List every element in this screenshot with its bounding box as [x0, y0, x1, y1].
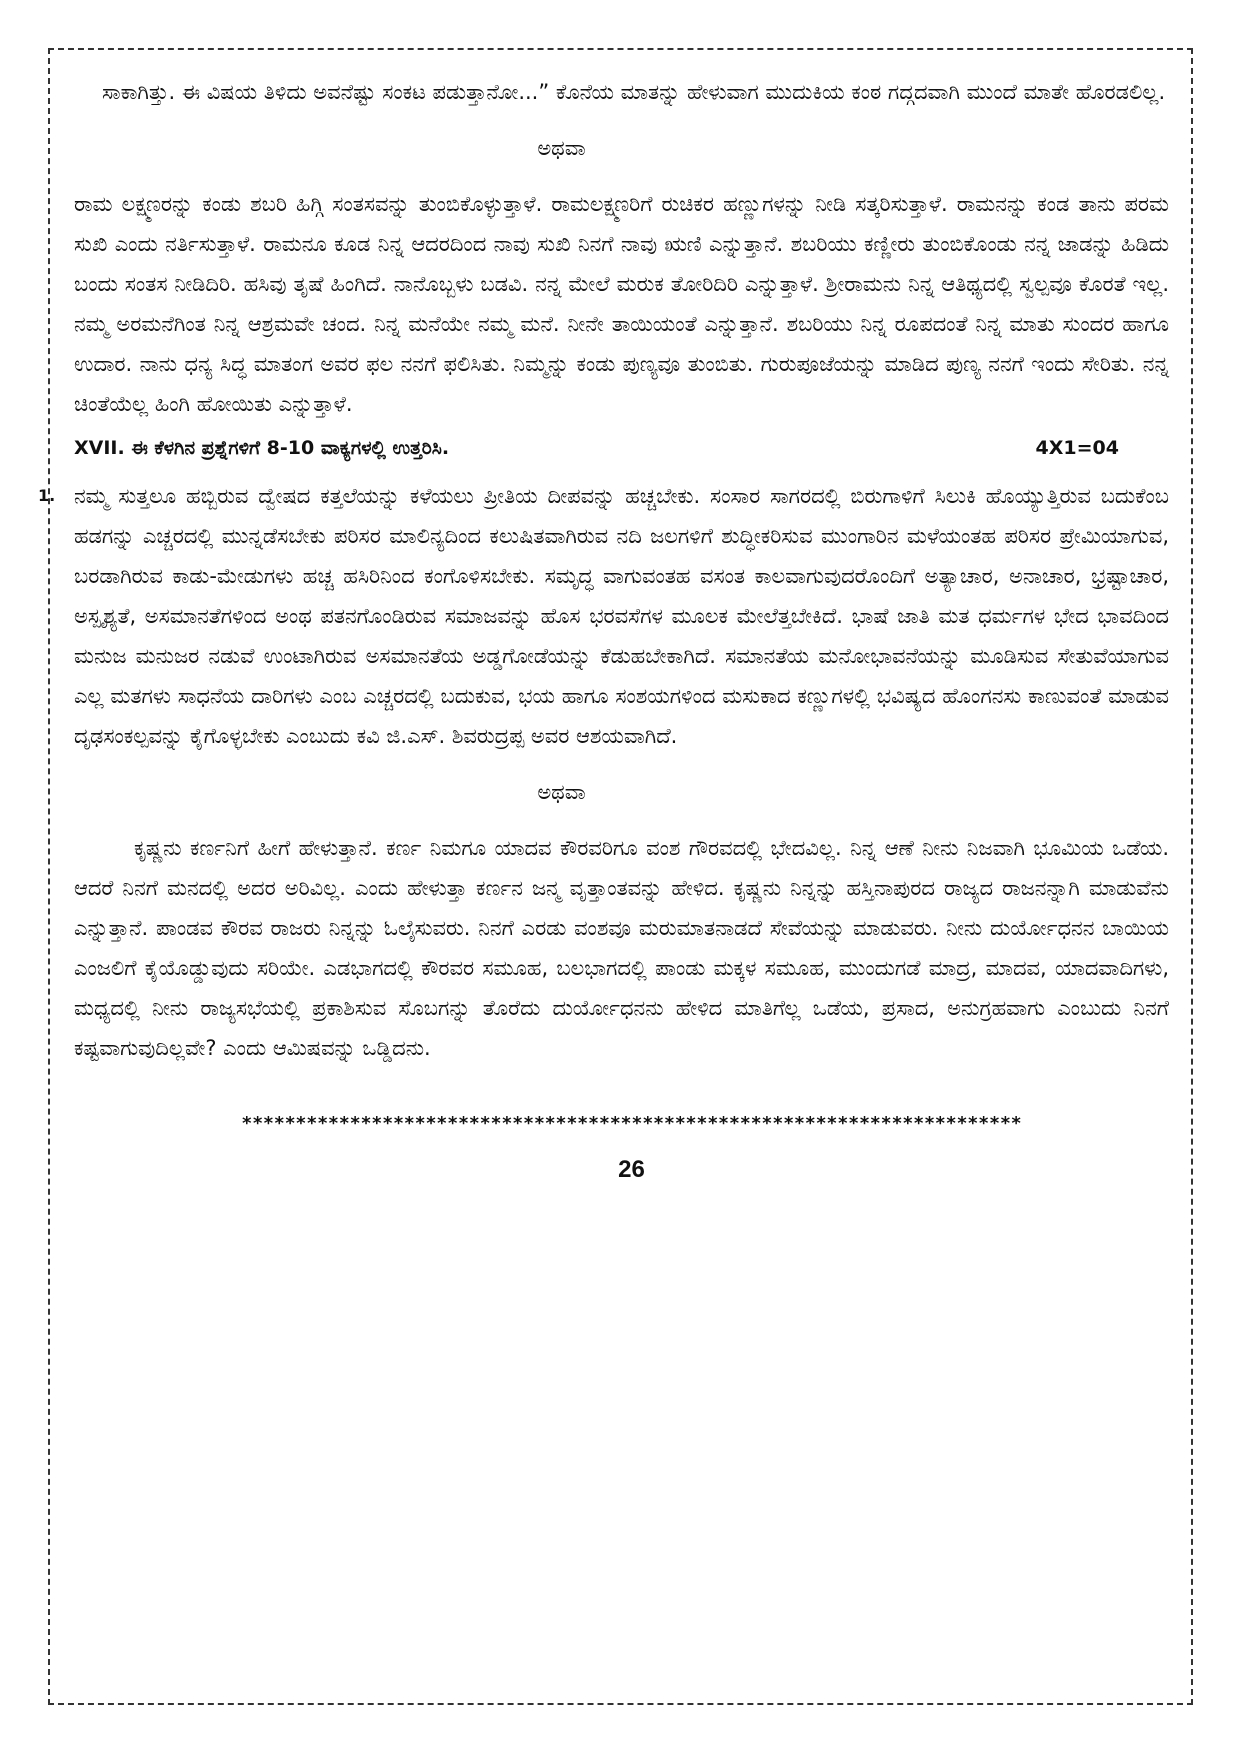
- intro-block: [74, 72, 1169, 112]
- question-heading: [74, 430, 1169, 466]
- krishna-paragraph: ಕೃಷ್ಣನು ಕರ್ಣನಿಗೆ ಹೀಗೆ ಹೇಳುತ್ತಾನೆ. ಕರ್ಣ ನಿಮಗೂ ಯಾದವ ಕೌರವರಿಗೂ ವಂಶ ಗೌರವದಲ್ಲಿ ಭೇದವಿಲ್ಲ. ನಿನ್ನ ಆಣೆ ನೀನು ನಿಜವಾಗಿ ಭೂಮಿಯ ಒಡೆಯ. ಆದರೆ ನಿನಗೆ ಮನದಲ್ಲಿ ಅದರ ಅರಿವಿಲ್ಲ. ಎಂದು ಹೇಳುತ್ತಾ ಕರ್ಣನ ಜನ್ಮ ವೃತ್ತಾಂತವನ್ನು ಹೇಳಿದ. ಕೃಷ್ಣನು ನಿನ್ನನ್ನು ಹಸ್ತಿನಾಪುರದ ರಾಜ್ಯದ ರಾಜನನ್ನಾಗಿ ಮಾಡುವೆನು ಎನ್ನುತ್ತಾನೆ. ಪಾಂಡವ ಕೌರವ ರಾಜರು ನಿನ್ನನ್ನು ಓಲೈಸುವರು. ನಿನಗೆ ಎರಡು ವಂಶವೂ ಮರುಮಾತನಾಡದೆ ಸೇವೆಯನ್ನು ಮಾಡುವರು. ನೀನು ದುರ್ಯೋಧನನ ಬಾಯಿಯ ಎಂಜಲಿಗೆ ಕೈಯೊಡ್ಡುವುದು ಸರಿಯೇ. ಎಡಭಾಗದಲ್ಲಿ ಕೌರವರ ಸಮೂಹ, ಬಲಭಾಗದಲ್ಲಿ ಪಾಂಡು ಮಕ್ಕಳ ಸಮೂಹ, ಮುಂದುಗಡೆ ಮಾದ್ರ, ಮಾದವ, ಯಾದವಾದಿಗಳು, ಮಧ್ಯದಲ್ಲಿ ನೀನು ರಾಜ್ಯಸಭೆಯಲ್ಲಿ ಪ್ರಕಾಶಿಸುವ ಸೊಬಗನ್ನು ತೊರೆದು ದುರ್ಯೋಧನನು ಹೇಳಿದ ಮಾತಿಗೆಲ್ಲ ಒಡೆಯ, ಪ್ರಸಾದ, ಅನುಗ್ರಹವಾಗು ಎಂಬುದು ನಿನಗೆ ಕಷ್ಟವಾಗುವುದಿಲ್ಲವೇ? ಎಂದು ಆಮಿಷವನ್ನು ಒಡ್ಡಿದನು.: [74, 836, 1169, 1060]
- athava-heading-1: ಅಥವಾ: [537, 136, 586, 160]
- question-marks: 4X1=04: [1035, 437, 1119, 459]
- answer-1-paragraph: ನಮ್ಮ ಸುತ್ತಲೂ ಹಬ್ಬಿರುವ ದ್ವೇಷದ ಕತ್ತಲೆಯನ್ನು ಕಳೆಯಲು ಪ್ರೀತಿಯ ದೀಪವನ್ನು ಹಚ್ಚಬೇಕು. ಸಂಸಾರ ಸಾಗರದಲ್ಲಿ ಬಿರುಗಾಳಿಗೆ ಸಿಲುಕಿ ಹೊಯ್ಯುತ್ತಿರುವ ಬದುಕೆಂಬ ಹಡಗನ್ನು ಎಚ್ಚರದಲ್ಲಿ ಮುನ್ನಡೆಸಬೇಕು ಪರಿಸರ ಮಾಲಿನ್ಯದಿಂದ ಕಲುಷಿತವಾಗಿರುವ ನದಿ ಜಲಗಳಿಗೆ ಶುದ್ಧೀಕರಿಸುವ ಮುಂಗಾರಿನ ಮಳೆಯಂತಹ ಪರಿಸರ ಪ್ರೇಮಿಯಾಗುವ, ಬರಡಾಗಿರುವ ಕಾಡು-ಮೇಡುಗಳು ಹಚ್ಚ ಹಸಿರಿನಿಂದ ಕಂಗೊಳಿಸಬೇಕು. ಸಮೃದ್ಧ ವಾಗುವಂತಹ ವಸಂತ ಕಾಲವಾಗುವುದರೊಂದಿಗೆ ಅತ್ಯಾಚಾರ, ಅನಾಚಾರ, ಭ್ರಷ್ಟಾಚಾರ, ಅಸ್ಪೃಶ್ಯತೆ, ಅಸಮಾನತೆಗಳಿಂದ ಅಂಥ ಪತನಗೊಂಡಿರುವ ಸಮಾಜವನ್ನು ಹೊಸ ಭರವಸೆಗಳ ಮೂಲಕ ಮೇಲೆತ್ತಬೇಕಿದೆ. ಭಾಷೆ ಜಾತಿ ಮತ ಧರ್ಮಗಳ ಭೇದ ಭಾವದಿಂದ ಮನುಜ ಮನುಜರ ನಡುವೆ ಉಂಟಾಗಿರುವ ಅಸಮಾನತೆಯ ಅಡ್ಡಗೋಡೆಯನ್ನು ಕೆಡುಹಬೇಕಾಗಿದೆ. ಸಮಾನತೆಯ ಮನೋಭಾವನೆಯನ್ನು ಮೂಡಿಸುವ ಸೇತುವೆಯಾಗುವ ಎಲ್ಲ ಮತಗಳು ಸಾಧನೆಯ ದಾರಿಗಳು ಎಂಬ ಎಚ್ಚರದಲ್ಲಿ ಬದುಕುವ, ಭಯ ಹಾಗೂ ಸಂಶಯಗಳಿಂದ ಮಸುಕಾದ ಕಣ್ಣುಗಳಲ್ಲಿ ಭವಿಷ್ಯದ ಹೊಂಗನಸು ಕಾಣುವಂತೆ ಮಾಡುವ ದೃಢಸಂಕಲ್ಪವನ್ನು ಕೈಗೊಳ್ಳಬೇಕು ಎಂಬುದು ಕವಿ ಜಿ.ಎಸ್. ಶಿವರುದ್ರಪ್ಪ ಅವರ ಆಶಯವಾಗಿದೆ.: [74, 484, 1169, 748]
- intro-paragraph: ಸಾಕಾಗಿತ್ತು. ಈ ವಿಷಯ ತಿಳಿದು ಅವನೆಷ್ಟು ಸಂಕಟ ಪಡುತ್ತಾನೋ...” ಕೊನೆಯ ಮಾತನ್ನು ಹೇಳುವಾಗ ಮುದುಕಿಯ ಕಂಠ ಗದ್ಗದವಾಗಿ ಮುಂದೆ ಮಾತೇ ಹೊರಡಲಿಲ್ಲ.: [102, 80, 1166, 104]
- question-text: XVII. ಈ ಕೆಳಗಿನ ಪ್ರಶ್ನೆಗಳಿಗೆ 8-10 ವಾಕ್ಯಗಳಲ್ಲಿ ಉತ್ತರಿಸಿ.: [74, 437, 450, 459]
- separator-line: ************************************************************************: [241, 1113, 1022, 1134]
- page-number: 26: [618, 1156, 645, 1183]
- athava-heading-2: ಅಥವಾ: [537, 780, 586, 804]
- shabari-paragraph: ರಾಮ ಲಕ್ಷ್ಮಣರನ್ನು ಕಂಡು ಶಬರಿ ಹಿಗ್ಗಿ ಸಂತಸವನ್ನು ತುಂಬಿಕೊಳ್ಳುತ್ತಾಳೆ. ರಾಮಲಕ್ಷ್ಮಣರಿಗೆ ರುಚಿಕರ ಹಣ್ಣುಗಳನ್ನು ನೀಡಿ ಸತ್ಕರಿಸುತ್ತಾಳೆ. ರಾಮನನ್ನು ಕಂಡ ತಾನು ಪರಮ ಸುಖಿ ಎಂದು ನರ್ತಿಸುತ್ತಾಳೆ. ರಾಮನೂ ಕೂಡ ನಿನ್ನ ಆದರದಿಂದ ನಾವು ಸುಖಿ ನಿನಗೆ ನಾವು ಋಣಿ ಎನ್ನುತ್ತಾನೆ. ಶಬರಿಯು ಕಣ್ಣೀರು ತುಂಬಿಕೊಂಡು ನನ್ನ ಜಾಡನ್ನು ಹಿಡಿದು ಬಂದು ಸಂತಸ ನೀಡಿದಿರಿ. ಹಸಿವು ತೃಷೆ ಹಿಂಗಿದೆ. ನಾನೊಬ್ಬಳು ಬಡವಿ. ನನ್ನ ಮೇಲೆ ಮರುಕ ತೋರಿದಿರಿ ಎನ್ನುತ್ತಾಳೆ. ಶ್ರೀರಾಮನು ನಿನ್ನ ಆತಿಥ್ಯದಲ್ಲಿ ಸ್ವಲ್ಪವೂ ಕೊರತೆ ಇಲ್ಲ. ನಮ್ಮ ಅರಮನೆಗಿಂತ ನಿನ್ನ ಆಶ್ರಮವೇ ಚಂದ. ನಿನ್ನ ಮನೆಯೇ ನಮ್ಮ ಮನೆ. ನೀನೇ ತಾಯಿಯಂತೆ ಎನ್ನುತ್ತಾನೆ. ಶಬರಿಯು ನಿನ್ನ ರೂಪದಂತೆ ನಿನ್ನ ಮಾತು ಸುಂದರ ಹಾಗೂ ಉದಾರ. ನಾನು ಧನ್ಯ ಸಿದ್ಧ ಮಾತಂಗ ಅವರ ಫಲ ನನಗೆ ಫಲಿಸಿತು. ನಿಮ್ಮನ್ನು ಕಂಡು ಪುಣ್ಯವೂ ತುಂಬಿತು. ಗುರುಪೂಜೆಯನ್ನು ಮಾಡಿದ ಪುಣ್ಯ ನನಗೆ ಇಂದು ಸೇರಿತು. ನನ್ನ ಚಿಂತೆಯೆಲ್ಲ ಹಿಂಗಿ ಹೋಯಿತು ಎನ್ನುತ್ತಾಳೆ.: [74, 192, 1169, 416]
- answer-number: 1.: [38, 486, 56, 505]
- document-content: [38, 72, 1169, 1184]
- answer-1-block: [38, 476, 1169, 756]
